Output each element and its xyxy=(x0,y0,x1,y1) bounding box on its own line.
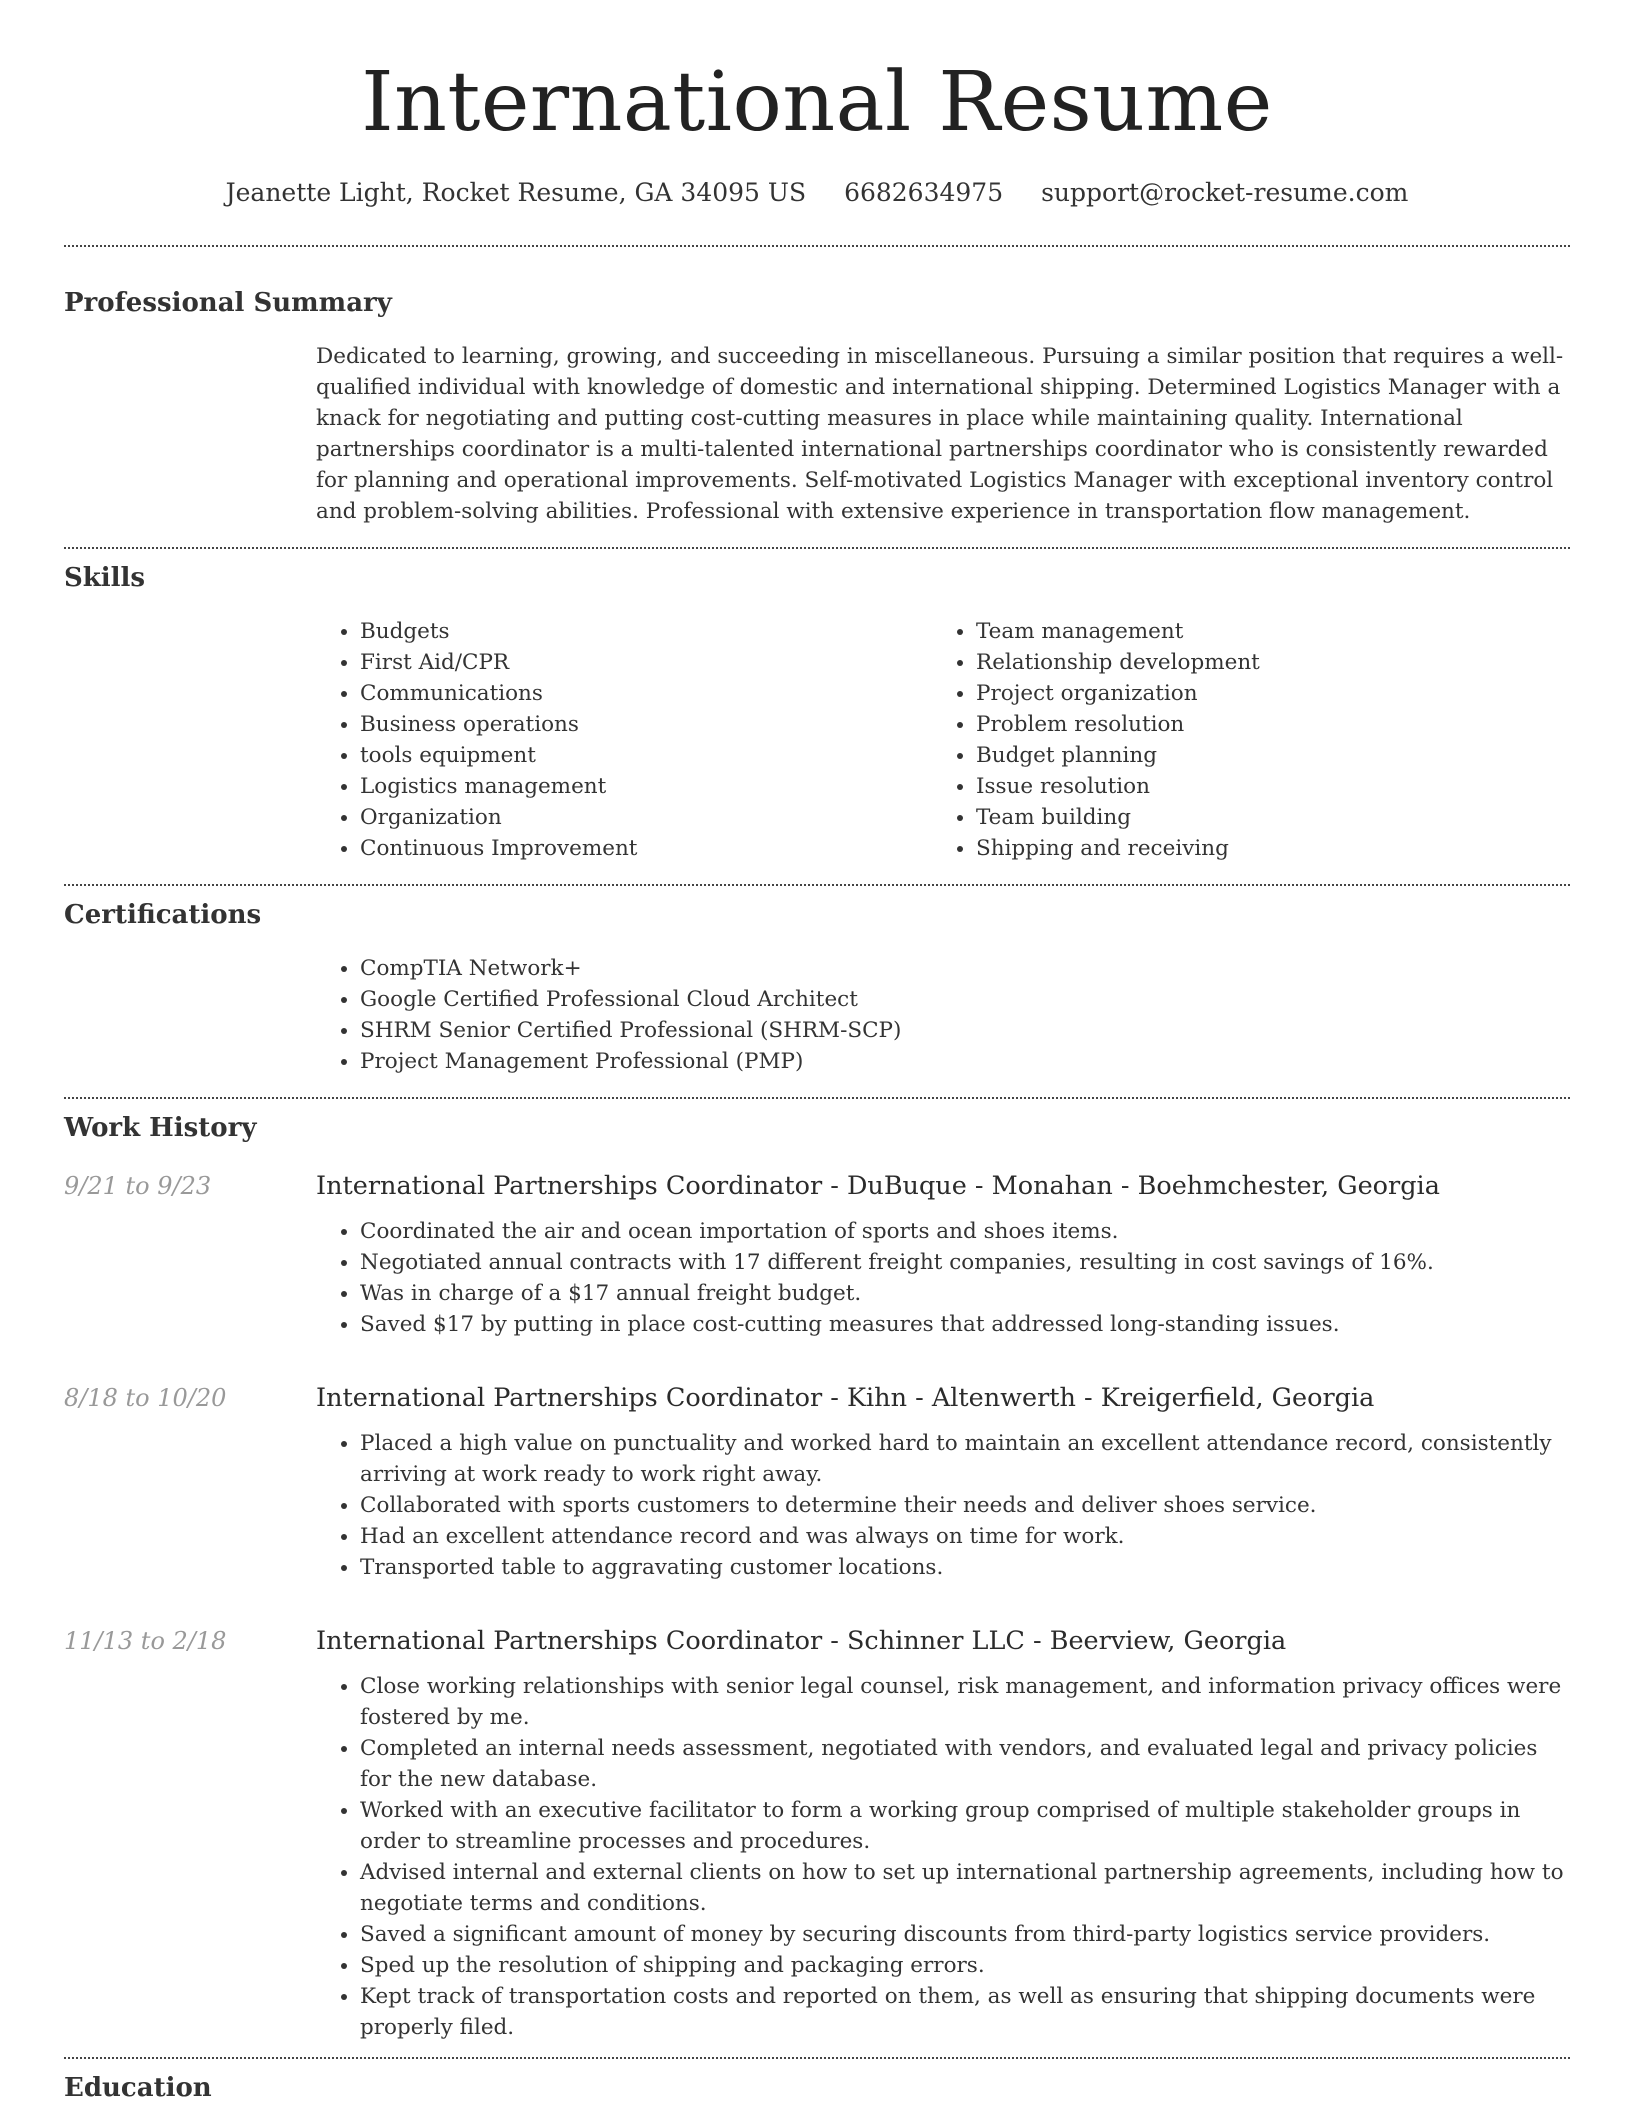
section-title-work-history: Work History xyxy=(64,1113,257,1143)
work-history-section xyxy=(64,1099,1570,2043)
job-title: International Partnerships Coordinator - DuBuque - Monahan - Boehmchester, Georgia xyxy=(316,1171,1440,1201)
job-title: International Partnerships Coordinator - Kihn - Altenwerth - Kreigerfield, Georgia xyxy=(316,1383,1375,1413)
section-title-skills: Skills xyxy=(64,563,146,593)
skill-item: • Team management xyxy=(976,616,1548,647)
certifications-list xyxy=(316,953,1570,1077)
resume-title: International Resume xyxy=(361,55,1273,150)
contact-line xyxy=(64,176,1570,210)
section-title-education: Education xyxy=(64,2073,212,2103)
job-bullet: • Negotiated annual contracts with 17 different freight companies, resulting in cost savings of 16%. xyxy=(360,1247,1570,1278)
skills-column-right xyxy=(932,616,1548,864)
contact-address: Jeanette Light, Rocket Resume, GA 34095 US xyxy=(225,178,807,207)
job-bullet: • Saved a significant amount of money by securing discounts from third-party logistics service providers. xyxy=(360,1919,1570,1950)
job-bullet: • Collaborated with sports customers to determine their needs and deliver shoes service. xyxy=(360,1490,1570,1521)
skill-item: • Organization xyxy=(360,802,932,833)
section-title-certifications: Certifications xyxy=(64,900,262,930)
job-bullet: • Advised internal and external clients on how to set up international partnership agreements, including how to negotiate terms and conditions. xyxy=(360,1857,1570,1919)
education-section xyxy=(64,2059,1570,2106)
skill-item: • Business operations xyxy=(360,709,932,740)
job-bullet: • Completed an internal needs assessment, negotiated with vendors, and evaluated legal and privacy policies for the new database. xyxy=(360,1733,1570,1795)
job-bullet: • Placed a high value on punctuality and worked hard to maintain an excellent attendance record, consistently arriving at work ready to work right away. xyxy=(360,1428,1570,1490)
job-header xyxy=(64,1380,1570,1416)
summary-section xyxy=(64,247,1570,527)
contact-email: support@rocket-resume.com xyxy=(1041,178,1409,207)
job-title: International Partnerships Coordinator - Schinner LLC - Beerview, Georgia xyxy=(316,1626,1287,1656)
job-bullet: • Saved $17 by putting in place cost-cutting measures that addressed long-standing issues. xyxy=(360,1309,1570,1340)
skill-item: • Relationship development xyxy=(976,647,1548,678)
resume-page xyxy=(64,0,1570,2106)
job-bullets xyxy=(316,1428,1570,1583)
skill-item: • Budget planning xyxy=(976,740,1548,771)
skill-item: • Continuous Improvement xyxy=(360,833,932,864)
skill-item: • Project organization xyxy=(976,678,1548,709)
skill-item: • Issue resolution xyxy=(976,771,1548,802)
skill-item: • Logistics management xyxy=(360,771,932,802)
job-bullet: • Had an excellent attendance record and was always on time for work. xyxy=(360,1521,1570,1552)
certifications-section xyxy=(64,886,1570,1077)
skills-columns xyxy=(316,616,1570,864)
job-bullet: • Sped up the resolution of shipping and packaging errors. xyxy=(360,1950,1570,1981)
job-bullet: • Kept track of transportation costs and reported on them, as well as ensuring that shipping documents were properly filed. xyxy=(360,1981,1570,2043)
job-bullets xyxy=(316,1216,1570,1340)
skill-item: • Shipping and receiving xyxy=(976,833,1548,864)
job-bullet: • Close working relationships with senior legal counsel, risk management, and information privacy offices were fostered by me. xyxy=(360,1671,1570,1733)
job-bullet: • Worked with an executive facilitator to form a working group comprised of multiple stakeholder groups in order to streamline processes and procedures. xyxy=(360,1795,1570,1857)
job-dates: 8/18 to 10/20 xyxy=(64,1384,227,1412)
skill-item: • Team building xyxy=(976,802,1548,833)
job-bullet: • Coordinated the air and ocean importation of sports and shoes items. xyxy=(360,1216,1570,1247)
job-dates: 9/21 to 9/23 xyxy=(64,1172,212,1200)
job-bullet: • Was in charge of a $17 annual freight budget. xyxy=(360,1278,1570,1309)
skill-item: • tools equipment xyxy=(360,740,932,771)
certification-item: • Google Certified Professional Cloud Architect xyxy=(360,984,1570,1015)
job-header xyxy=(64,1623,1570,1659)
skill-item: • First Aid/CPR xyxy=(360,647,932,678)
job-dates: 11/13 to 2/18 xyxy=(64,1627,227,1655)
job-entry xyxy=(64,1168,1570,1340)
job-bullets xyxy=(316,1671,1570,2043)
summary-text-block xyxy=(316,341,1570,527)
skills-column-left xyxy=(316,616,932,864)
certification-item: • Project Management Professional (PMP) xyxy=(360,1046,1570,1077)
section-title-summary: Professional Summary xyxy=(64,288,392,318)
skill-item: • Problem resolution xyxy=(976,709,1548,740)
certification-item: • SHRM Senior Certified Professional (SHRM-SCP) xyxy=(360,1015,1570,1046)
job-entry xyxy=(64,1623,1570,2043)
skill-item: • Budgets xyxy=(360,616,932,647)
certification-item: • CompTIA Network+ xyxy=(360,953,1570,984)
contact-phone: 6682634975 xyxy=(844,178,1004,207)
job-bullet: • Transported table to aggravating customer locations. xyxy=(360,1552,1570,1583)
job-entry xyxy=(64,1380,1570,1583)
skills-section xyxy=(64,549,1570,864)
skill-item: • Communications xyxy=(360,678,932,709)
job-header xyxy=(64,1168,1570,1204)
summary-text: Dedicated to learning, growing, and succeeding in miscellaneous. Pursuing a similar position that requires a well-qualified individual with knowledge of domestic and international shipping. Determined Logistics Manager with a knack for negotiating and putting cost-cutting measures in place while maintaining quality. International partnerships coordinator is a multi-talented international partnerships coordinator who is consistently rewarded for planning and operational improvements. Self-motivated Logistics Manager with exceptional inventory control and problem-solving abilities. Professional with extensive experience in transportation flow management. xyxy=(316,344,1564,524)
